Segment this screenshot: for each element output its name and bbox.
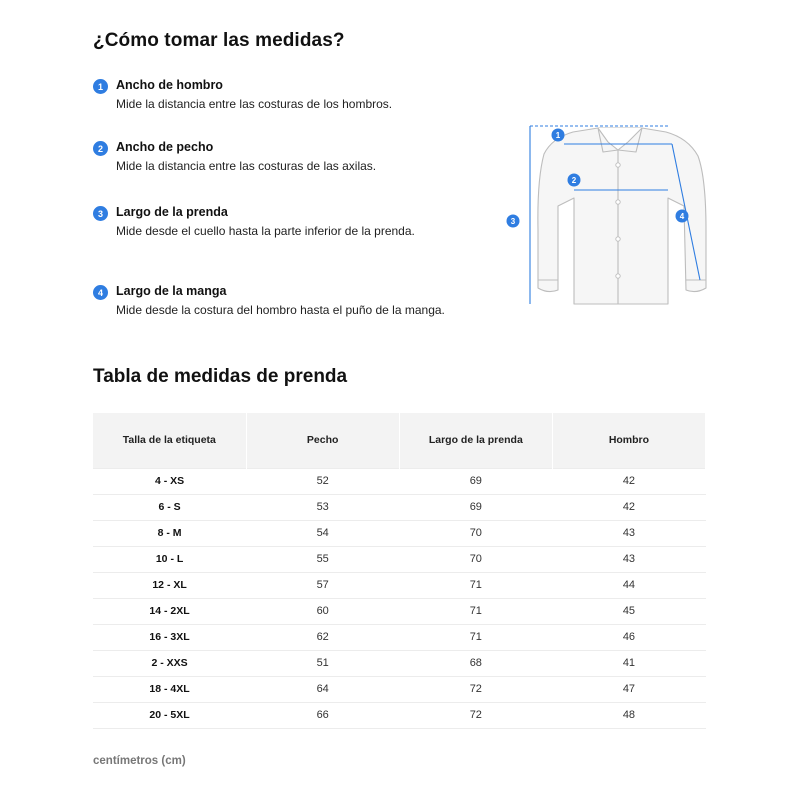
- cell-shoulder: 48: [552, 702, 705, 728]
- step-number-badge: 1: [93, 79, 108, 94]
- cell-chest: 64: [246, 676, 399, 702]
- cell-chest: 62: [246, 624, 399, 650]
- step-number-badge: 3: [93, 206, 108, 221]
- step-description: Mide desde la costura del hombro hasta el puño de la manga.: [116, 303, 445, 317]
- cell-shoulder: 42: [552, 494, 705, 520]
- cell-chest: 66: [246, 702, 399, 728]
- marker-3: 3: [510, 217, 516, 226]
- size-table: [93, 413, 706, 729]
- table-header-row: [93, 413, 706, 468]
- cell-shoulder: 46: [552, 624, 705, 650]
- table-row: [93, 650, 706, 676]
- header-chest: Pecho: [246, 413, 399, 468]
- header-label-size: Talla de la etiqueta: [93, 413, 246, 468]
- cell-length: 70: [399, 546, 552, 572]
- cell-shoulder: 43: [552, 546, 705, 572]
- step-description: Mide desde el cuello hasta la parte inferior de la prenda.: [116, 224, 415, 238]
- cell-length: 72: [399, 702, 552, 728]
- table-row: [93, 598, 706, 624]
- how-to-measure-title: ¿Cómo tomar las medidas?: [93, 30, 345, 51]
- step-title: Largo de la manga: [116, 284, 227, 298]
- step-title: Ancho de hombro: [116, 78, 223, 92]
- cell-size: 8 - M: [93, 520, 246, 546]
- table-row: [93, 676, 706, 702]
- step-number-badge: 2: [93, 141, 108, 156]
- cell-shoulder: 45: [552, 598, 705, 624]
- step-description: Mide la distancia entre las costuras de las axilas.: [116, 159, 377, 173]
- cell-size: 16 - 3XL: [93, 624, 246, 650]
- table-row: [93, 468, 706, 494]
- cell-length: 72: [399, 676, 552, 702]
- cell-size: 20 - 5XL: [93, 702, 246, 728]
- shirt-measurement-diagram: [500, 120, 710, 310]
- cell-shoulder: 47: [552, 676, 705, 702]
- step-description: Mide la distancia entre las costuras de los hombros.: [116, 97, 393, 111]
- table-row: [93, 572, 706, 598]
- cell-length: 71: [399, 624, 552, 650]
- cell-size: 18 - 4XL: [93, 676, 246, 702]
- header-garment-length: Largo de la prenda: [399, 413, 552, 468]
- cell-length: 69: [399, 468, 552, 494]
- table-row: [93, 520, 706, 546]
- cell-shoulder: 42: [552, 468, 705, 494]
- table-row: [93, 494, 706, 520]
- size-table-title: Tabla de medidas de prenda: [93, 366, 348, 387]
- cell-shoulder: 41: [552, 650, 705, 676]
- cell-chest: 51: [246, 650, 399, 676]
- marker-2: 2: [571, 176, 577, 185]
- header-shoulder: Hombro: [552, 413, 705, 468]
- table-row: [93, 546, 706, 572]
- step-title: Ancho de pecho: [116, 140, 214, 154]
- table-row: [93, 702, 706, 728]
- marker-1: 1: [555, 131, 561, 140]
- cell-chest: 53: [246, 494, 399, 520]
- cell-chest: 54: [246, 520, 399, 546]
- step-number-badge: 4: [93, 285, 108, 300]
- cell-chest: 60: [246, 598, 399, 624]
- cell-size: 10 - L: [93, 546, 246, 572]
- cell-length: 70: [399, 520, 552, 546]
- cell-length: 71: [399, 598, 552, 624]
- cell-shoulder: 44: [552, 572, 705, 598]
- cell-size: 2 - XXS: [93, 650, 246, 676]
- cell-length: 69: [399, 494, 552, 520]
- cell-size: 4 - XS: [93, 468, 246, 494]
- cell-length: 71: [399, 572, 552, 598]
- cell-chest: 57: [246, 572, 399, 598]
- unit-note: centímetros (cm): [93, 755, 186, 767]
- cell-shoulder: 43: [552, 520, 705, 546]
- cell-size: 14 - 2XL: [93, 598, 246, 624]
- cell-size: 6 - S: [93, 494, 246, 520]
- cell-chest: 52: [246, 468, 399, 494]
- table-row: [93, 624, 706, 650]
- cell-chest: 55: [246, 546, 399, 572]
- marker-4: 4: [679, 212, 685, 221]
- cell-length: 68: [399, 650, 552, 676]
- step-title: Largo de la prenda: [116, 205, 228, 219]
- cell-size: 12 - XL: [93, 572, 246, 598]
